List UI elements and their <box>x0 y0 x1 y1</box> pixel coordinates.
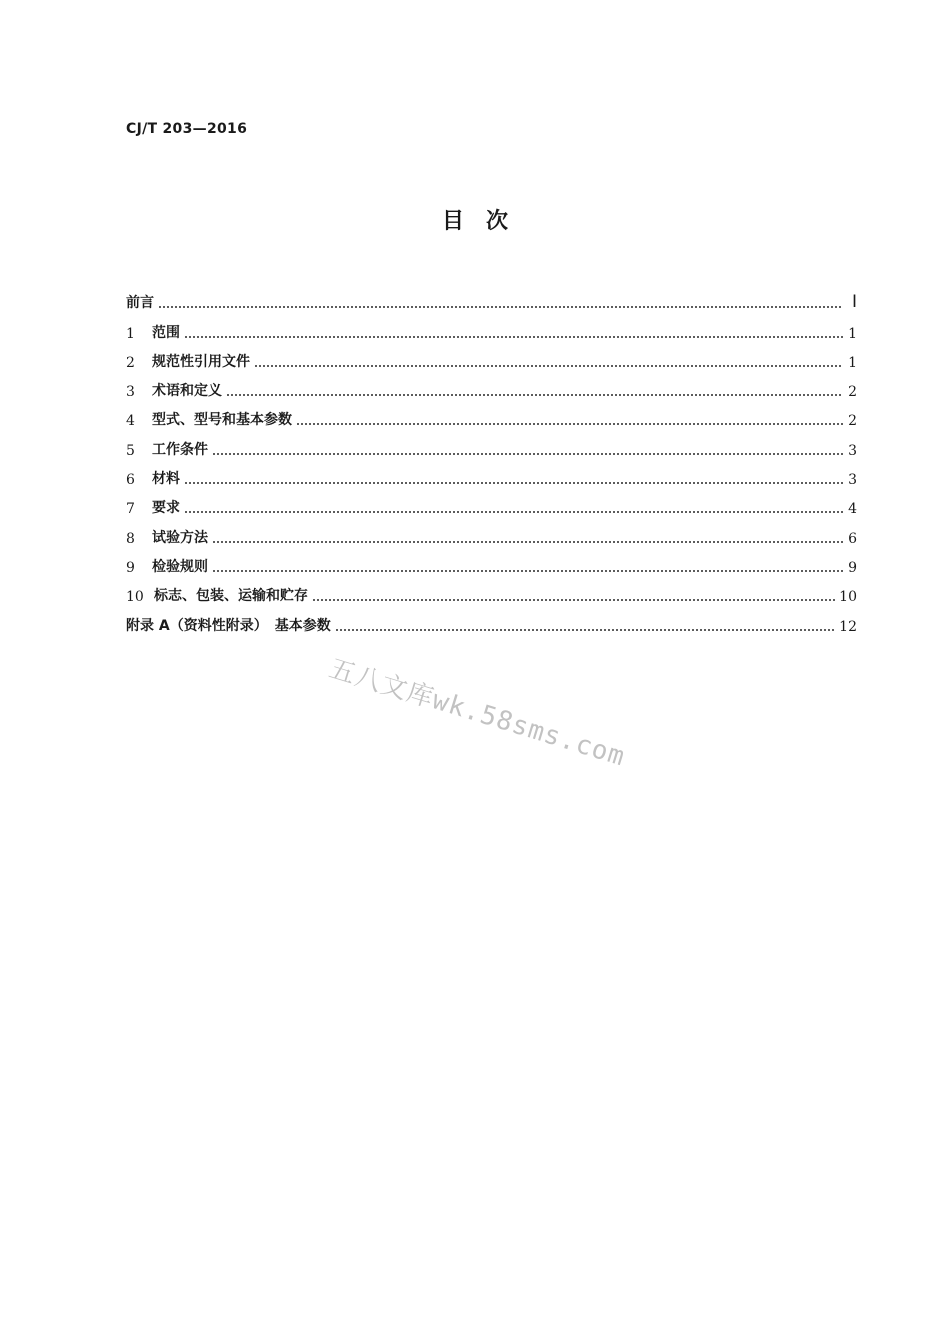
toc-entry-number: 7 <box>126 501 135 518</box>
toc-entry-label: 材料 <box>152 471 180 488</box>
toc-page-number: 9 <box>848 559 857 576</box>
toc-entry-appendix-a[interactable] <box>126 605 857 634</box>
toc-entry-label: 型式、型号和基本参数 <box>152 412 292 429</box>
toc-entry-label: 规范性引用文件 <box>152 353 250 370</box>
toc-entry-scope[interactable] <box>126 312 857 341</box>
toc-entry-label: 标志、包装、运输和贮存 <box>154 588 308 605</box>
toc-entry-number: 5 <box>126 442 135 459</box>
toc-entry-marking-packaging[interactable] <box>126 576 857 605</box>
toc-entry-normative-references[interactable] <box>126 342 857 371</box>
toc-page-number: 3 <box>848 472 857 489</box>
toc-entry-number: 10 <box>126 589 144 606</box>
toc-page-number: 6 <box>848 530 857 547</box>
toc-entry-number: 8 <box>126 530 135 547</box>
toc-leader-dots <box>184 336 843 338</box>
toc-entry-inspection-rules[interactable] <box>126 547 857 576</box>
toc-leader-dots <box>184 482 843 484</box>
toc-page-number: 10 <box>839 589 857 606</box>
page-title: 目 次 <box>441 209 508 234</box>
toc-entry-label: 试验方法 <box>152 529 208 546</box>
toc-leader-dots <box>226 394 843 396</box>
toc-leader-dots <box>212 570 843 572</box>
toc-page-number: 2 <box>848 413 857 430</box>
toc-entry-label: 工作条件 <box>152 441 208 458</box>
toc-entry-number: 4 <box>126 413 135 430</box>
toc-entry-requirements[interactable] <box>126 488 857 517</box>
toc-leader-dots <box>212 453 843 455</box>
toc-entry-number: 6 <box>126 472 135 489</box>
toc-page-number: 4 <box>848 501 857 518</box>
toc-leader-dots <box>158 306 843 308</box>
toc-leader-dots <box>296 423 843 425</box>
toc-page-number: 1 <box>848 354 857 371</box>
toc-page-number: 2 <box>848 384 857 401</box>
toc-page-number: 12 <box>839 618 857 635</box>
toc-entry-label: 范围 <box>152 324 180 341</box>
toc-entry-number: 3 <box>126 384 135 401</box>
toc-entry-number: 1 <box>126 325 135 342</box>
toc-entry-number: 2 <box>126 354 135 371</box>
toc-entry-foreword[interactable] <box>126 283 857 312</box>
toc-entry-label: 前言 <box>126 295 154 312</box>
toc-entry-number: 9 <box>126 559 135 576</box>
toc-leader-dots <box>254 365 843 367</box>
toc-page-number: Ⅰ <box>851 292 857 312</box>
toc-entry-terms-definitions[interactable] <box>126 371 857 400</box>
toc-page-number: 3 <box>848 442 857 459</box>
toc-leader-dots <box>335 629 835 631</box>
toc-leader-dots <box>184 511 843 513</box>
toc-entry-label: 术语和定义 <box>152 383 222 400</box>
toc-page-number: 1 <box>848 325 857 342</box>
standard-code: CJ/T 203—2016 <box>126 121 248 137</box>
toc-entry-working-conditions[interactable] <box>126 429 857 458</box>
table-of-contents <box>126 283 857 635</box>
toc-entry-label: 附录 A（资料性附录） 基本参数 <box>126 617 331 634</box>
toc-entry-materials[interactable] <box>126 459 857 488</box>
toc-entry-label: 检验规则 <box>152 558 208 575</box>
toc-leader-dots <box>312 599 835 601</box>
toc-entry-types-parameters[interactable] <box>126 400 857 429</box>
toc-entry-label: 要求 <box>152 500 180 517</box>
toc-leader-dots <box>212 541 843 543</box>
watermark: 五八文库wk.58sms.com <box>325 653 629 773</box>
toc-entry-test-methods[interactable] <box>126 517 857 546</box>
